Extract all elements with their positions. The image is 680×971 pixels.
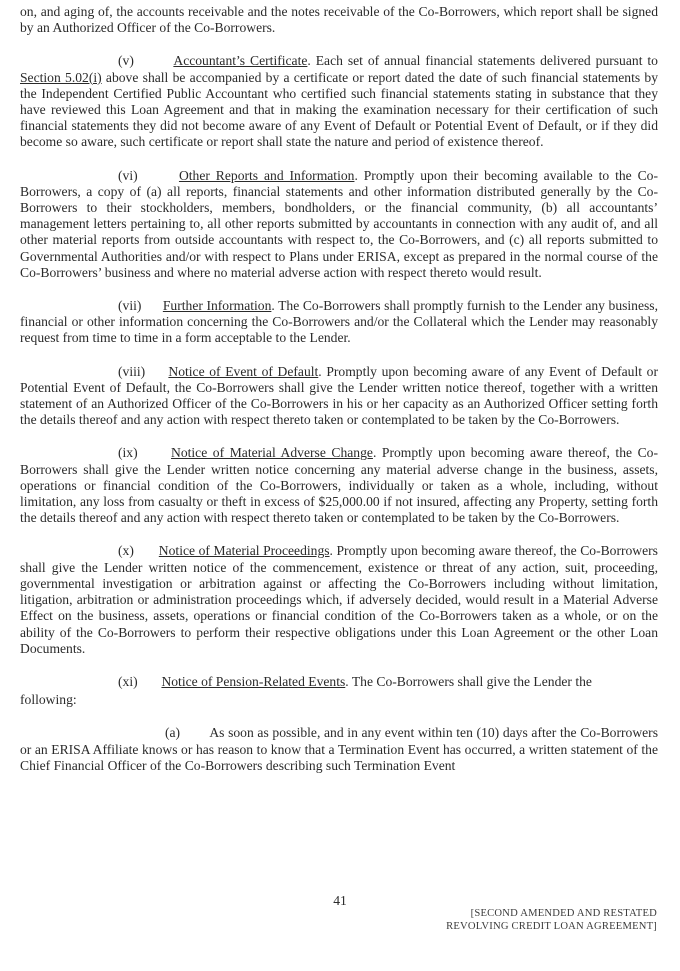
- section-heading: Notice of Event of Default: [168, 363, 319, 379]
- section-text: above shall be accompanied by a certificate or report dated the date of such financial statements by the Independent Certified Public Accountant who certified such financial statements stating in substance that they have reviewed this Loan Agreement and that in making the examination necessary for their certification of such financial statements they did not become aware of any Event of Default or Potential Event of Default, or if they did become so aware, such certificate or report shall state the nature and period of existence thereof.: [20, 69, 659, 150]
- page-number: 41: [333, 893, 347, 908]
- document-page: [20, 4, 658, 774]
- paragraph-v: [20, 53, 658, 150]
- paragraph-x: [20, 543, 658, 656]
- section-number: (viii): [118, 363, 146, 379]
- paragraph-ix: [20, 445, 658, 526]
- section-text: . The Co-Borrowers shall give the Lender the: [345, 673, 592, 689]
- section-heading: Accountant’s Certificate: [173, 53, 308, 69]
- paragraph-a: [20, 725, 658, 774]
- subsection-number: (a): [165, 725, 181, 741]
- paragraph-vii: [20, 298, 658, 347]
- paragraph-intro: [20, 4, 658, 36]
- section-heading: Notice of Material Proceedings: [158, 543, 330, 559]
- section-text: . Promptly upon becoming aware thereof, the Co-Borrowers shall give the Lender written notice concerning any material adverse change in the business, assets, operations or financial condition of the Co-Borrowers, individually or taken as a whole, including, without limitation, any loss from casualty or theft in excess of $25,000.00 if not insured, affecting any Property, setting forth the details thereof and any action with respect thereto taken or contemplated to be taken by the Co-Borrowers.: [20, 445, 658, 526]
- section-text: . Promptly upon becoming aware of any Event of Default or Potential Event of Default, the Co-Borrowers shall give the Lender written notice thereof, together with a written statement of an Authorized Officer of the Co-Borrowers in his or her capacity as an Authorized Officer setting forth the details thereof and any action with respect thereto taken or contemplated to be taken by the Co-Borrowers.: [20, 363, 658, 428]
- section-heading: Notice of Material Adverse Change: [171, 445, 373, 461]
- subsection-text: As soon as possible, and in any event within ten (10) days after the Co-Borrowers or an ERISA Affiliate knows or has reason to know that a Termination Event has occurred, a written statement of the Chief Financial Officer of the Co-Borrowers describing such Termination Event: [20, 725, 659, 773]
- section-heading: Notice of Pension-Related Events: [161, 673, 346, 689]
- section-number: (xi): [118, 673, 138, 689]
- paragraph-xi: [20, 674, 658, 690]
- section-text: following:: [20, 692, 77, 708]
- intro-text: on, and aging of, the accounts receivable and the notes receivable of the Co-Borrowers, which report shall be signed by an Authorized Officer of the Co-Borrowers.: [20, 4, 658, 36]
- section-heading: Further Information: [162, 298, 272, 314]
- section-heading: Other Reports and Information: [178, 167, 355, 183]
- section-text: . Each set of annual financial statements delivered pursuant to: [307, 53, 658, 69]
- footer-line-2: REVOLVING CREDIT LOAN AGREEMENT]: [446, 921, 657, 932]
- section-text: . Promptly upon becoming aware thereof, the Co-Borrowers shall give the Lender written notice of the commencement, existence or threat of any action, suit, proceeding, governmental investigation or arbitration against or affecting the Co-Borrowers including without limitation, litigation, arbitration or administration proceedings which, if adversely decided, would result in a Material Adverse Effect on the business, assets, operations or financial condition of the Co-Borrowers taken as a whole, or on the ability of the Co-Borrowers to perform their respective obligations under this Loan Agreement or the other Loan Documents.: [20, 543, 658, 656]
- section-number: (vi): [118, 167, 138, 183]
- paragraph-vi: [20, 168, 658, 281]
- section-number: (v): [118, 53, 134, 69]
- footer-line-1: [SECOND AMENDED AND RESTATED: [470, 908, 657, 919]
- section-text: . The Co-Borrowers shall promptly furnish to the Lender any business, financial or other information concerning the Co-Borrowers and/or the Collateral which the Lender may reasonably request from time to time in a form acceptable to the Lender.: [20, 298, 658, 346]
- section-number: (ix): [118, 445, 138, 461]
- section-number: (vii): [118, 298, 142, 314]
- paragraph-xi-continuation: [20, 692, 658, 708]
- section-reference: Section 5.02(i): [20, 69, 102, 85]
- paragraph-viii: [20, 364, 658, 429]
- section-text: . Promptly upon their becoming available to the Co-Borrowers, a copy of (a) all reports, financial statements and other information distributed generally by the Co-Borrowers to their stockholders, members, bondholders, or the financial community, (b) all accountants’ management letters pertaining to, all other reports submitted by accountants in connection with any audit of, and all other material reports from outside accountants with respect to, the Co-Borrowers, and (c) all reports submitted to Governmental Authorities and/or with respect to Plans under ERISA, except as prepared in the normal course of the Co-Borrowers’ business and where no material adverse action with respect thereto would result.: [20, 167, 658, 280]
- document-footer: [446, 907, 657, 933]
- section-number: (x): [118, 543, 134, 559]
